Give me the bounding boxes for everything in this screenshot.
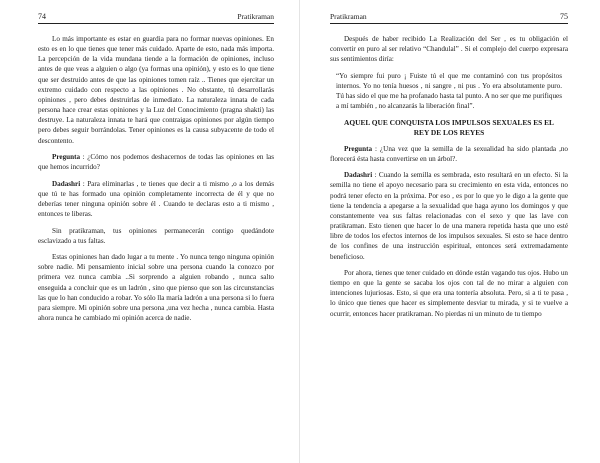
quote-paragraph: “Yo siempre fui puro ¡ Fuiste tú el que me contaminó con tus propósitos internos. Yo no tenía huesos , ni sangre , ni pus . Yo era absolutamente puro. Tú has sido el que me ha profanado hasta tal punto. A no ser que me purifiques a mí también , no alcanzarás la liberación final”.: [336, 71, 562, 111]
left-page-body: [38, 34, 274, 323]
running-title: Pratikraman: [330, 12, 367, 21]
paragraph: Sin pratikraman, tus opiniones permanecerán contigo quedándote esclavizado a tus faltas.: [38, 226, 274, 245]
paragraph: Por ahora, tienes que tener cuidado en dónde están vagando tus ojos. Hubo un tiempo en que la gente se sacaba los ojos con tal de no mirar a alguien con intenciones lujuriosas. Esto, si que era una tontería absoluta. Pero, si a ti te pasa , lo único que tienes que hacer es simplemente desviar tu mirada, y si te vuelve a ocurrir, entonces hacer pratikraman. No pierdas ni un minuto de tu tiempo: [330, 269, 568, 318]
paragraph: Lo más importante es estar en guardia para no formar nuevas opiniones. En esto es en lo que tienes que tener más cuidado. Aparte de esto, nada más importa. La percepción de la vida mundana tiende a la formación de opiniones, incluso antes de que veas a alguien o algo (ya formas una opinión), y esto es lo que tiene que ser destruido antes de que las opiniones tomen raíz .. Tienes que ejercitar un extremo cuidado con respecto a las opiniones . No obstante, tú desarrollarás opiniones , pero debes destruirlas de inmediato. La naturaleza innata de cada persona hace crear estas opiniones y la Luz del Conocimiento (pragna shakti) las destruye. La naturaleza innata te hará que contraigas opiniones por algún tiempo pero debes seguir borrándolas. Tener opiniones es la causa subyacente de todo el descontento.: [38, 35, 274, 145]
answer-text: : Para eliminarlas , te tienes que decir a ti mismo ,o a los demás que tú te has formado una opinión completamente incorrecta de él y que no deberías tener ninguna opinión sobre él . Cuando te declaras esto a ti mismo , entonces te liberas.: [38, 179, 274, 219]
header-rule: [330, 23, 568, 24]
page-number: 75: [560, 12, 568, 21]
speaker-label: Dadashri: [52, 179, 81, 188]
left-page-header: [38, 12, 274, 26]
speaker-label: Pregunta: [344, 144, 373, 153]
question-paragraph: [38, 152, 274, 172]
right-page-body: [330, 34, 568, 319]
page-number: 74: [38, 12, 46, 21]
paragraph: Después de haber recibido La Realización del Ser , es tu obligación el convertir en puro al ser relativo “Chandulal” . Si el complejo del cuerpo expresara sus sentimientos diría:: [330, 35, 568, 64]
right-page-header: [330, 12, 568, 26]
running-title: Pratikraman: [237, 12, 274, 21]
question-text: : ¿Una vez que la semilla de la sexualidad ha sido plantada ,no florecerá ésta hasta convertirse en un árbol?.: [330, 144, 568, 163]
speaker-label: Pregunta: [52, 153, 81, 162]
right-page: [300, 0, 600, 463]
answer-paragraph: [330, 170, 568, 261]
paragraph: Estas opiniones han dado lugar a tu mente . Yo nunca tengo ninguna opinión sobre nadie. Mi pensamiento inicial sobre una persona cuando la conozco por primera vez nunca cambia ..Si sorprendo a alguien robando , nunca salto enseguida a concluir que es un ladrón , sino que pienso que son las circunstancias las que lo han conducido a robar. Yo sólo lla maría ladrón a una persona si lo fuera para siempre. Mi opinión sobre una persona ,una vez hecha , nunca cambia. Hasta ahora nunca he cambiado mi opinión acerca de nadie.: [38, 253, 274, 323]
section-heading: AQUEL QUE CONQUISTA LOS IMPULSOS SEXUALES ES EL REY DE LOS REYES: [344, 117, 554, 138]
answer-text: : Cuando la semilla es sembrada, esto resultará en un efecto. Si la semilla no tiene el apoyo necesario para su crecimiento en esta vida, entonces no podrá tener efecto en la próxima. Por eso , es por lo que yo le digo a la gente que tiene la tendencia a apegarse a la sexualidad que haga ayuno los domingos y que constantemente vea sus faltas relacionadas con el sexo y que las lave con pratikraman. Esto tienen que hacer lo de una manera repetida hasta que uno esté libre de todos los efectos internos de los impulsos sexuales. Si esto se hace dentro de los confines de una instrucción espiritual, entonces será extremadamente beneficioso.: [330, 171, 568, 261]
speaker-label: Dadashri: [344, 171, 373, 180]
answer-paragraph: [38, 179, 274, 220]
header-rule: [38, 23, 274, 24]
question-paragraph: [330, 144, 568, 164]
question-text: : ¿Cómo nos podemos deshacernos de todas las opiniones en las que hemos incurrido?: [38, 153, 274, 172]
